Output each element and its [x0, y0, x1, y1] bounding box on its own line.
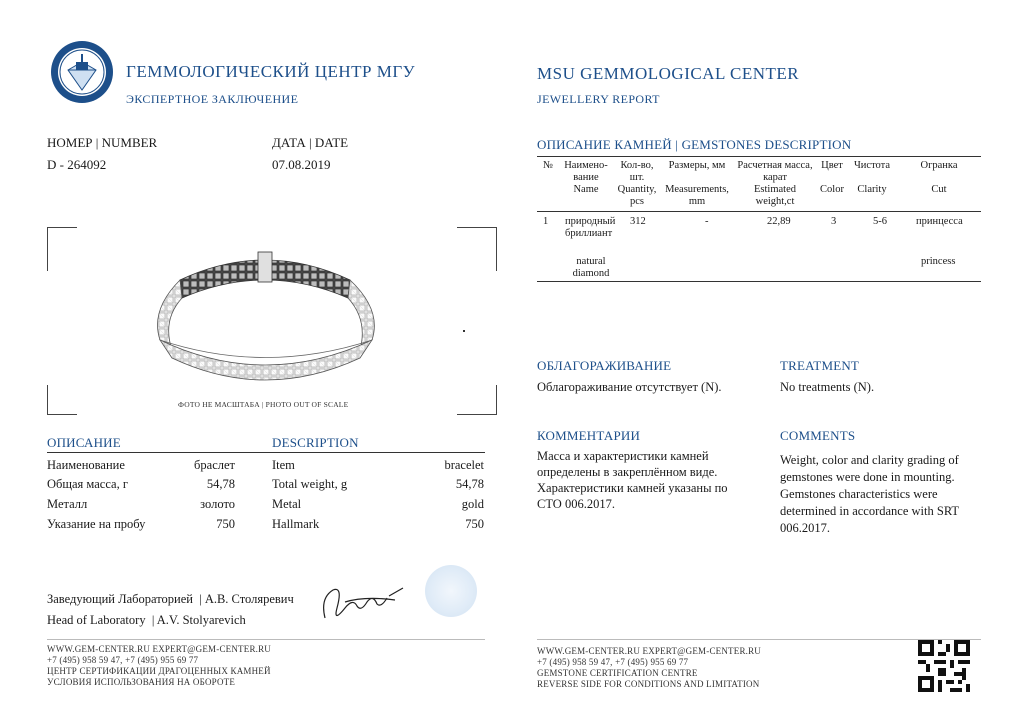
desc-row-item	[47, 458, 235, 473]
header-ru-title: ГЕММОЛОГИЧЕСКИЙ ЦЕНТР МГУ	[126, 62, 416, 81]
desc-ru-label: Общая масса, г	[47, 477, 128, 491]
desc-ru-label: Указание на пробу	[47, 517, 146, 531]
desc-ru-value: 750	[216, 517, 235, 531]
footer-left-rule	[47, 639, 485, 640]
treatment-ru-title: ОБЛАГОРАЖИВАНИЕ	[537, 358, 672, 373]
footer-right-line3: GEMSTONE CERTIFICATION CENTRE	[537, 668, 698, 678]
bracelet-photo	[150, 240, 380, 395]
footer-right	[537, 646, 761, 690]
desc-ru-value: 54,78	[206, 477, 235, 491]
comments-en-title: COMMENTS	[780, 428, 856, 443]
bracelet-image	[150, 240, 380, 395]
msu-logo	[50, 40, 114, 104]
desc-ru-value: золото	[200, 497, 235, 511]
gemstones-title: ОПИСАНИЕ КАМНЕЙ | GEMSTONES DESCRIPTION	[537, 137, 852, 152]
footer-right-line4: REVERSE SIDE FOR CONDITIONS AND LIMITATION	[537, 679, 760, 689]
desc-row-hallmark	[47, 517, 235, 532]
desc-en-value: bracelet	[444, 458, 484, 472]
footer-left-line4: УСЛОВИЯ ИСПОЛЬЗОВАНИЯ НА ОБОРОТЕ	[47, 677, 236, 687]
desc-en-label: Hallmark	[272, 517, 320, 531]
treatment-en-title: TREATMENT	[780, 358, 860, 373]
description-rule	[47, 452, 485, 453]
header-en-subtitle: JEWELLERY REPORT	[537, 92, 660, 106]
signature-scribble	[315, 578, 410, 628]
col-clarity-header-en: Clarity	[857, 184, 887, 195]
col-cut-header-ru: Огранка	[920, 160, 958, 171]
gem-cut-en: princess	[921, 256, 956, 267]
desc-ru-value: браслет	[194, 458, 235, 472]
treatment-ru-text: Облагораживание отсутствует (N).	[537, 380, 722, 394]
gem-name-en: natural diamond	[572, 256, 610, 279]
gem-color: 3	[831, 216, 837, 227]
number-value: D - 264092	[47, 157, 107, 172]
desc-en-label: Item	[272, 458, 295, 472]
footer-right-rule	[537, 639, 981, 640]
desc-ru-label: Наименование	[47, 458, 125, 472]
gemstones-table	[537, 160, 981, 208]
description-ru-title: ОПИСАНИЕ	[47, 435, 121, 450]
desc-en-value: 750	[465, 517, 484, 531]
desc-row-weight	[47, 477, 235, 492]
desc-row-weight-en	[272, 477, 484, 492]
header-ru-subtitle: ЭКСПЕРТНОЕ ЗАКЛЮЧЕНИЕ	[126, 92, 299, 106]
col-name-header-ru: Наимено-вание	[564, 160, 608, 183]
gemstones-header-en	[537, 184, 981, 208]
col-color-header-ru: Цвет	[821, 160, 843, 171]
col-qty-header-en: Quantity, pcs	[617, 184, 657, 207]
footer-left-line2: +7 (495) 958 59 47, +7 (495) 955 69 77	[47, 655, 199, 665]
desc-row-item-en	[272, 458, 484, 473]
gemstones-rule-mid	[537, 211, 981, 212]
desc-en-value: 54,78	[455, 477, 484, 491]
signature-icon	[315, 578, 410, 628]
col-color-header-en: Color	[820, 184, 844, 195]
gem-clarity: 5-6	[873, 216, 887, 227]
gemstones-rule-bottom	[537, 281, 981, 282]
col-cut-header-en: Cut	[931, 184, 947, 195]
number-label: НОМЕР | NUMBER	[47, 135, 158, 150]
qr-code-icon	[918, 640, 970, 692]
gemstones-header-ru	[537, 160, 981, 184]
col-weight-header-en: Estimated weight,ct	[754, 184, 796, 207]
gem-meas: -	[705, 216, 709, 227]
header-en-title: MSU GEMMOLOGICAL CENTER	[537, 64, 800, 83]
footer-right-line1: WWW.GEM-CENTER.RU EXPERT@GEM-CENTER.RU	[537, 646, 761, 656]
footer-left-line3: ЦЕНТР СЕРТИФИКАЦИИ ДРАГОЦЕННЫХ КАМНЕЙ	[47, 666, 271, 676]
comments-ru-text: Масса и характеристики камней определены в закреплённом виде. Характеристики камней указаны по СТО 006.2017.	[537, 449, 728, 511]
gem-cut-ru: принцесса	[916, 216, 963, 227]
date-value: 07.08.2019	[272, 157, 331, 172]
photo-dot	[463, 330, 465, 332]
comments-en-text: Weight, color and clarity grading of gemstones were done in mounting. Gemstones characteristics were determined in accordance with SRT 006.2017.	[780, 453, 959, 535]
gem-weight: 22,89	[767, 216, 791, 227]
gemstones-rule-top	[537, 156, 981, 157]
col-num-header-en	[537, 184, 559, 208]
footer-left-line1: WWW.GEM-CENTER.RU EXPERT@GEM-CENTER.RU	[47, 644, 271, 654]
treatment-en-text: No treatments (N).	[780, 380, 875, 394]
desc-en-value: gold	[461, 497, 484, 511]
photo-caption: ФОТО НЕ МАСШТАБА | PHOTO OUT OF SCALE	[178, 400, 349, 409]
desc-row-metal-en	[272, 497, 484, 512]
logo-emblem-icon	[50, 40, 114, 104]
footer-left	[47, 644, 271, 688]
col-weight-header-ru: Расчетная масса, карат	[737, 160, 813, 183]
col-clarity-header-ru: Чистота	[853, 160, 891, 171]
seal-stamp	[425, 565, 477, 617]
qr-code	[918, 640, 970, 692]
comments-ru-title: КОММЕНТАРИИ	[537, 428, 641, 443]
signature-en-line: Head of Laboratory | A.V. Stolyarevich	[47, 613, 246, 627]
gem-name-ru: природный бриллиант	[565, 216, 616, 239]
desc-ru-label: Металл	[47, 497, 88, 511]
col-name-header-en: Name	[573, 184, 599, 195]
desc-row-metal	[47, 497, 235, 512]
gem-num: 1	[543, 216, 549, 227]
signature-ru-line: Заведующий Лабораторией | А.В. Столяревич	[47, 592, 294, 606]
description-en-title: DESCRIPTION	[272, 435, 359, 450]
col-qty-header-ru: Кол-во, шт.	[620, 160, 654, 183]
gem-qty: 312	[630, 216, 646, 227]
desc-en-label: Metal	[272, 497, 302, 511]
desc-row-hallmark-en	[272, 517, 484, 532]
footer-right-line2: +7 (495) 958 59 47, +7 (495) 955 69 77	[537, 657, 689, 667]
gemstone-row	[537, 216, 981, 279]
desc-en-label: Total weight, g	[272, 477, 348, 491]
col-meas-header-ru: Размеры, мм	[668, 160, 726, 171]
col-num-header: №	[542, 160, 554, 171]
date-label: ДАТА | DATE	[272, 135, 349, 150]
col-meas-header-en: Measurements, mm	[665, 184, 729, 207]
